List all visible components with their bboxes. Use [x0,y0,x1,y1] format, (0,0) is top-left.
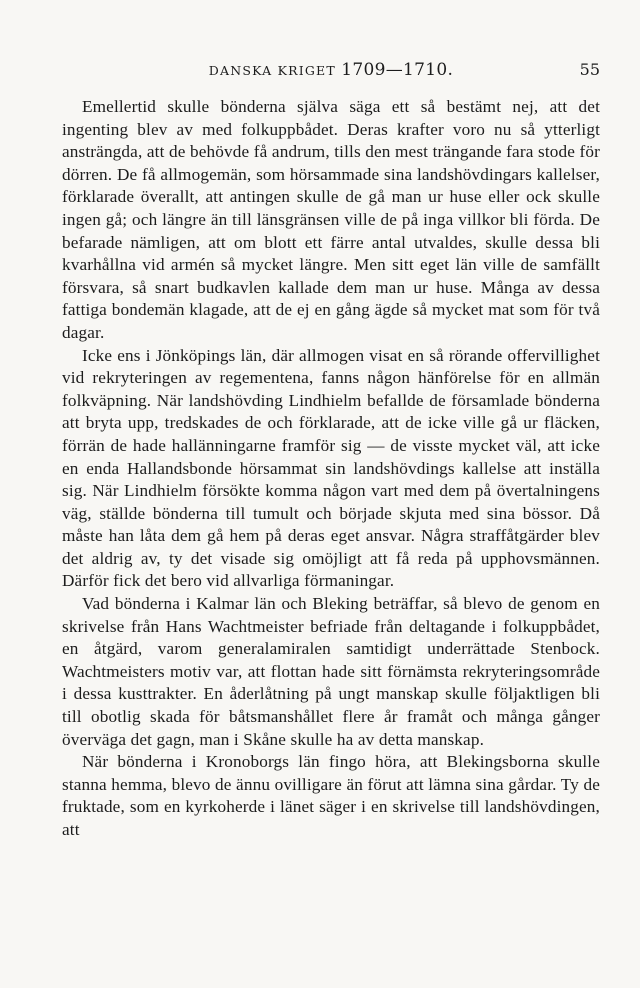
running-title-caps: DANSKA KRIGET [208,63,336,78]
paragraph-3: Vad bönderna i Kalmar län och Bleking beträffar, så blevo de genom en skrivelse från Hans Wachtmeister befriade från deltagande i folkuppbådet, en åtgärd, varom generalamiralen samtidigt underrättade Stenbock. Wachtmeisters motiv var, att flottan hade sitt förnämsta rekryteringsområde i dessa kusttrakter. En åderlåtning på ungt manskap skulle följaktligen bli till obotlig skada för båtsmanshållet flere år framåt och många gånger överväga det gagn, man i Skåne skulle ha av detta manskap. [62,594,600,749]
running-title [62,60,600,80]
running-head [62,60,600,84]
paragraph-1: Emellertid skulle bönderna själva säga ett så bestämt nej, att det ingenting blev av med folkuppbådet. Deras krafter voro nu så ytterligt ansträngda, att de behövde få andrum, tills den mest trängande fara stode för dörren. De få allmogemän, som hörsammade sina landshövdingars kallelser, förklarade överallt, att antingen skulle de gå man ur huse eller ock skulle ingen gå; och längre än till länsgränsen ville de på inga villkor bli förda. De befarade nämligen, att om blott ett färre antal utvaldes, skulle dessa bli kvarhållna vid armén så mycket längre. Men sitt eget län ville de samfällt försvara, så snart budkavlen kallade dem man ur huse. Många av dessa fattiga bondemän klagade, att de ej en gång ägde så mycket mat som för två dagar. [62,97,600,342]
body-text [62,96,600,842]
running-title-years: 1709—1710. [341,60,454,80]
paragraph-4: När bönderna i Kronoborgs län fingo höra, att Blekingsborna skulle stanna hemma, blevo de ännu ovilligare än förut att lämna sina gårdar. Ty de fruktade, som en kyrkoherde i länet säger i en skrivelse till landshövdingen, att [62,752,600,839]
page-number: 55 [579,60,600,79]
paragraph-2: Icke ens i Jönköpings län, där allmogen visat en så rörande offervillighet vid rekryteringen av regementena, fanns någon hänförelse för en allmän folkväpning. När landshövding Lindhielm befallde de församlade bönderna att bryta upp, tredskades de och förklarade, att de icke ville gå ur fläcken, förrän de hade hallänningarne framför sig — de visste mycket väl, att icke en enda Hallandsbonde hörsammat sin landshövdings kallelse att inställa sig. När Lindhielm försökte komma någon vart med dem på övertalningens väg, ställde bönderna till tumult och började skjuta med sina bössor. Då måste han låta dem gå hem på deras eget ansvar. Några straffåtgärder blev det aldrig av, ty det visade sig omöjligt att få reda på upphovsmännen. Därför fick det bero vid allvarliga förmaningar. [62,345,600,591]
